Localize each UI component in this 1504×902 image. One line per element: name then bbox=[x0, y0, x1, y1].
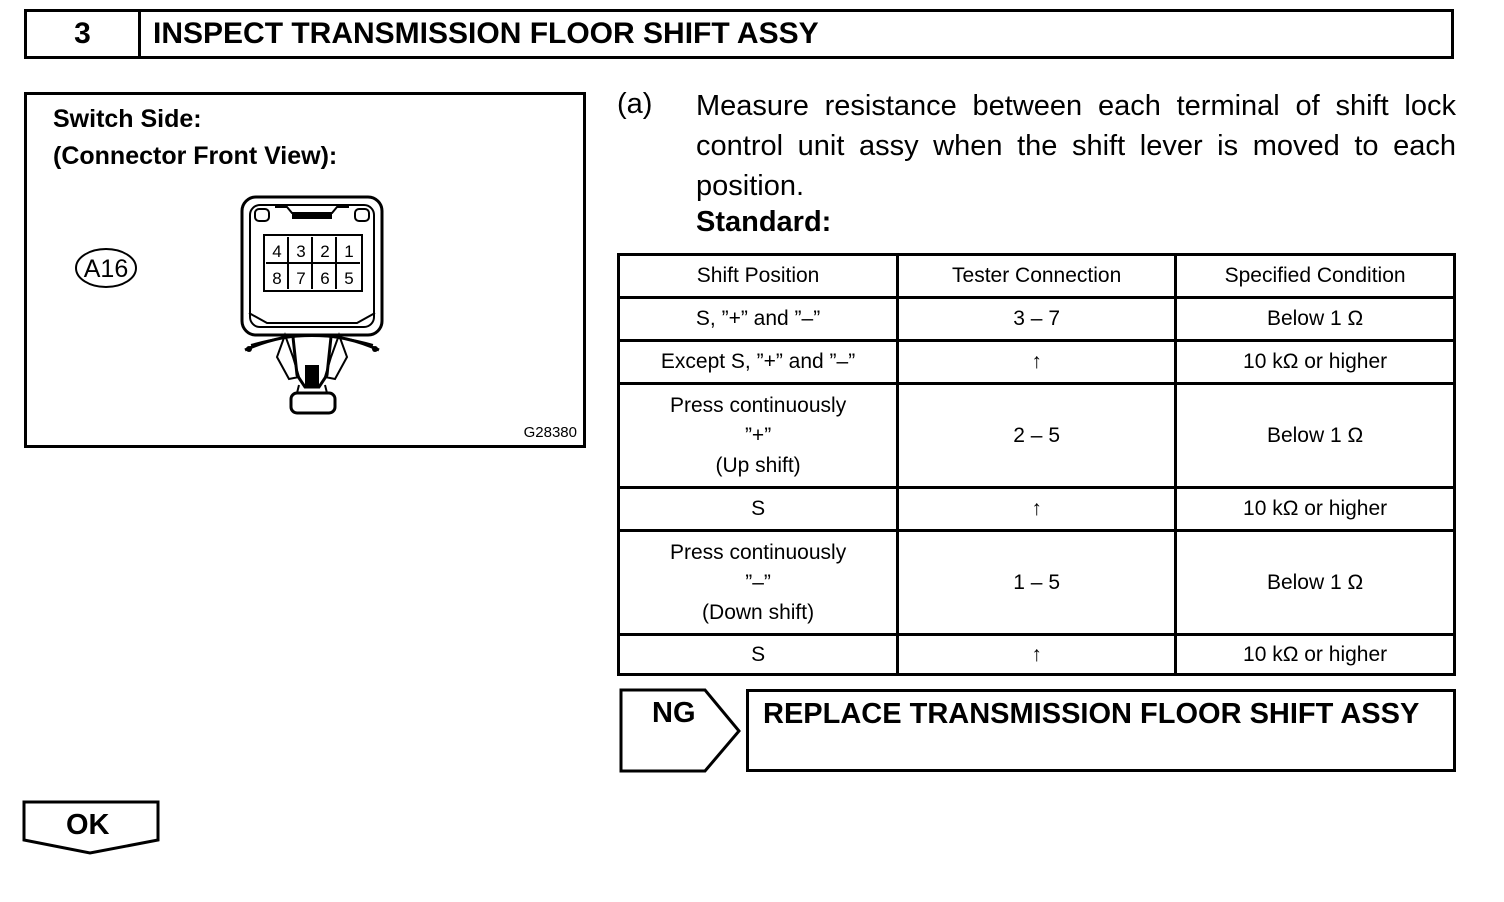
pin-label: 1 bbox=[344, 242, 354, 261]
table-header-row bbox=[619, 255, 1455, 298]
specified-condition-cell: 10 kΩ or higher bbox=[1176, 488, 1455, 531]
table-row bbox=[619, 531, 1455, 635]
specified-condition-cell: 10 kΩ or higher bbox=[1176, 635, 1455, 675]
shift-position-cell: S bbox=[619, 635, 898, 675]
specified-condition-cell: Below 1 Ω bbox=[1176, 531, 1455, 635]
ok-label: OK bbox=[66, 809, 110, 841]
pin-label: 5 bbox=[344, 269, 354, 288]
specified-condition-cell: 10 kΩ or higher bbox=[1176, 341, 1455, 384]
step-number: 3 bbox=[27, 12, 141, 56]
specified-condition-cell: Below 1 Ω bbox=[1176, 384, 1455, 488]
specified-condition-cell: Below 1 Ω bbox=[1176, 298, 1455, 341]
figure-code: G28380 bbox=[523, 424, 577, 441]
pin-label: 7 bbox=[296, 269, 306, 288]
table-row bbox=[619, 384, 1455, 488]
figure-caption-line2: (Connector Front View): bbox=[53, 142, 338, 170]
pin-label: 3 bbox=[296, 242, 306, 261]
shift-position-cell: Press continuously ”–” (Down shift) bbox=[619, 531, 898, 635]
connector-figure bbox=[24, 92, 586, 448]
shift-position-cell: Except S, ”+” and ”–” bbox=[619, 341, 898, 384]
connector-id-label: A16 bbox=[83, 255, 129, 283]
column-header: Tester Connection bbox=[898, 255, 1176, 298]
shift-position-cell: S bbox=[619, 488, 898, 531]
pin-label: 2 bbox=[320, 242, 330, 261]
substep-text: Measure resistance between each terminal of shift lock control unit assy when the shift lever is moved to each position. bbox=[696, 90, 1456, 202]
table-row bbox=[619, 488, 1455, 531]
standard-label: Standard: bbox=[696, 206, 832, 238]
shift-position-cell: Press continuously ”+” (Up shift) bbox=[619, 384, 898, 488]
ng-label: NG bbox=[652, 697, 696, 729]
tester-connection-cell: 3 – 7 bbox=[898, 298, 1176, 341]
substep-letter: (a) bbox=[617, 88, 653, 120]
table-row bbox=[619, 635, 1455, 675]
table-row bbox=[619, 341, 1455, 384]
pin-label: 4 bbox=[272, 242, 282, 261]
tester-connection-cell: ↑ bbox=[898, 488, 1176, 531]
tester-connection-cell: 2 – 5 bbox=[898, 384, 1176, 488]
tester-connection-cell: ↑ bbox=[898, 341, 1176, 384]
ng-action-box bbox=[746, 689, 1456, 772]
step-header bbox=[24, 9, 1454, 59]
pin-label: 6 bbox=[320, 269, 330, 288]
column-header: Shift Position bbox=[619, 255, 898, 298]
pin-label: 8 bbox=[272, 269, 282, 288]
lock-lever bbox=[245, 335, 379, 350]
figure-caption-line1: Switch Side: bbox=[53, 105, 202, 133]
tester-connection-cell: ↑ bbox=[898, 635, 1176, 675]
specification-table bbox=[617, 253, 1456, 676]
connector-drawing bbox=[27, 95, 583, 445]
column-header: Specified Condition bbox=[1176, 255, 1455, 298]
tester-connection-cell: 1 – 5 bbox=[898, 531, 1176, 635]
shift-position-cell: S, ”+” and ”–” bbox=[619, 298, 898, 341]
table-row bbox=[619, 298, 1455, 341]
step-title: INSPECT TRANSMISSION FLOOR SHIFT ASSY bbox=[153, 17, 819, 50]
ng-action-text: REPLACE TRANSMISSION FLOOR SHIFT ASSY bbox=[763, 698, 1420, 730]
